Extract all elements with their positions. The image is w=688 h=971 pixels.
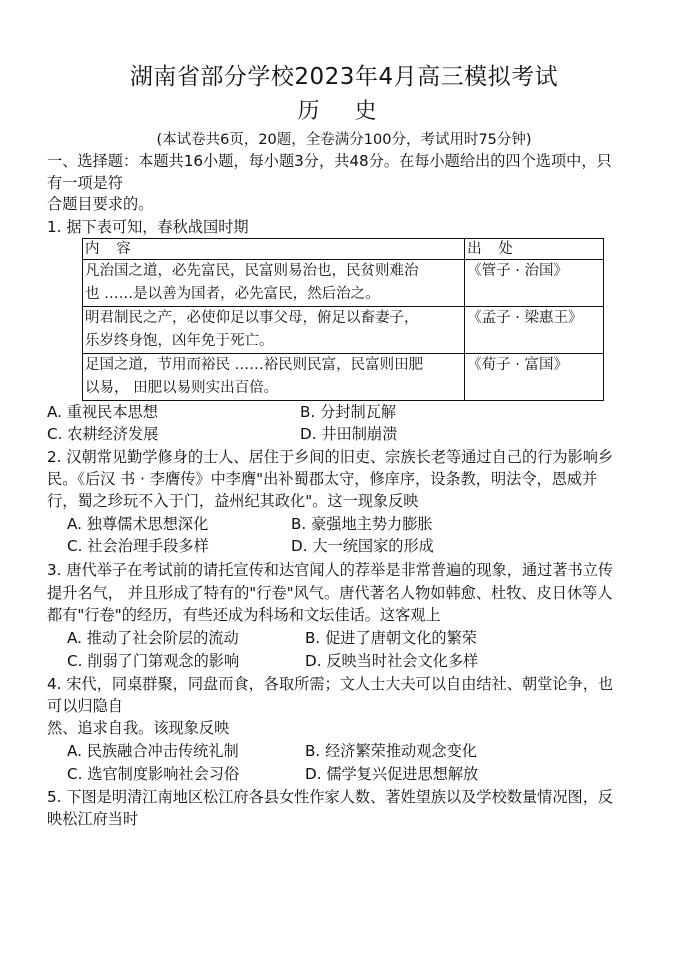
section1-intro-line2: 有一项是符 [47, 174, 123, 192]
q4-option-a: A. 民族融合冲击传统礼制 [67, 742, 239, 760]
table-row [83, 307, 604, 354]
q3-stem-line2: 提升名气， 并且形成了特有的"行卷"风气。唐代著名人物如韩愈、杜牧、皮日休等人 [47, 584, 613, 602]
table-cell-content: 以易， 田肥以易则实出百倍。 [85, 380, 279, 396]
table-cell-source: 《管子 · 治国》 [467, 263, 568, 279]
exam-note: (本试卷共6页，20题，全卷满分100分，考试用时75分钟) [156, 132, 532, 148]
table-row [83, 354, 604, 401]
q1-stem: 1. 据下表可知，春秋战国时期 [47, 218, 249, 236]
table-header-row [83, 239, 604, 260]
table-header-source: 出 处 [467, 241, 519, 257]
q3-option-a: A. 推动了社会阶层的流动 [67, 629, 239, 647]
table-cell-content: 明君制民之产，必使仰足以事父母，俯足以畜妻子， [85, 310, 419, 326]
q2-option-a: A. 独尊儒术思想深化 [67, 515, 209, 533]
q3-option-b: B. 促进了唐朝文化的繁荣 [305, 629, 477, 647]
q1-option-b: B. 分封制瓦解 [300, 403, 397, 421]
q4-option-c: C. 选官制度影响社会习俗 [67, 765, 240, 783]
q1-option-c: C. 农耕经济发展 [47, 425, 159, 443]
q4-option-d: D. 儒学复兴促进思想解放 [305, 765, 479, 783]
q4-stem-line3: 然、追求自我。该现象反映 [47, 719, 230, 737]
table-cell-source: 《荀子 · 富国》 [467, 357, 568, 373]
q2-option-b: B. 豪强地主势力膨胀 [291, 515, 433, 533]
q3-option-d: D. 反映当时社会文化多样 [305, 652, 479, 670]
table-cell-content: 也 ……是以善为国者，必先富民，然后治之。 [85, 286, 380, 302]
q3-option-c: C. 削弱了门第观念的影响 [67, 652, 240, 670]
q3-stem-line1: 3. 唐代举子在考试前的请托宣传和达官闻人的荐举是非常普遍的现象，通过著书立传 [47, 561, 614, 579]
q2-stem-line2: 民。《后汉 书 · 李膺传》中李膺"出补蜀郡太守，修庠序，设条教，明法令，恩威并 [47, 470, 598, 488]
exam-subject: 历 史 [297, 99, 391, 124]
q5-stem-line1: 5. 下图是明清江南地区松江府各县女性作家人数、著姓望族以及学校数量情况图，反 [47, 788, 614, 806]
section1-intro-line1: 一、选择题：本题共16小题，每小题3分，共48分。在每小题给出的四个选项中，只 [47, 152, 612, 170]
q4-option-b: B. 经济繁荣推动观念变化 [305, 742, 477, 760]
table-header-content: 内 容 [85, 241, 137, 257]
q2-stem-line3: 行，蜀之珍玩不入于门，益州纪其政化"。这一现象反映 [47, 492, 419, 510]
q2-option-d: D. 大一统国家的形成 [291, 537, 434, 555]
table-cell-content: 乐岁终身饱，凶年免于死亡。 [85, 333, 274, 349]
table-cell-content: 凡治国之道，必先富民，民富则易治也，民贫则难治 [85, 263, 419, 279]
q1-source-table [82, 238, 604, 401]
q3-stem-line3: 都有"行卷"的经历，有些还成为科场和文坛佳话。这客观上 [47, 606, 441, 624]
table-cell-content: 足国之道，节用而裕民 ……裕民则民富，民富则田肥 [85, 357, 424, 373]
exam-title: 湖南省部分学校2023年4月高三模拟考试 [129, 64, 559, 90]
q4-stem-line1: 4. 宋代，同桌群聚，同盘而食，各取所需；文人士大夫可以自由结社、朝堂论争，也 [47, 675, 614, 693]
q1-option-a: A. 重视民本思想 [47, 403, 158, 421]
section1-intro-line3: 合题目要求的。 [47, 195, 154, 213]
q2-option-c: C. 社会治理手段多样 [67, 537, 209, 555]
table-cell-source: 《孟子 · 梁惠王》 [467, 310, 583, 326]
q4-stem-line2: 可以归隐自 [47, 697, 123, 715]
table-row [83, 260, 604, 307]
q5-stem-line2: 映松江府当时 [47, 810, 139, 828]
q2-stem-line1: 2. 汉朝常见勤学修身的士人、居住于乡间的旧吏、宗族长老等通过自己的行为影响乡 [47, 448, 614, 466]
q1-option-d: D. 井田制崩溃 [300, 425, 398, 443]
